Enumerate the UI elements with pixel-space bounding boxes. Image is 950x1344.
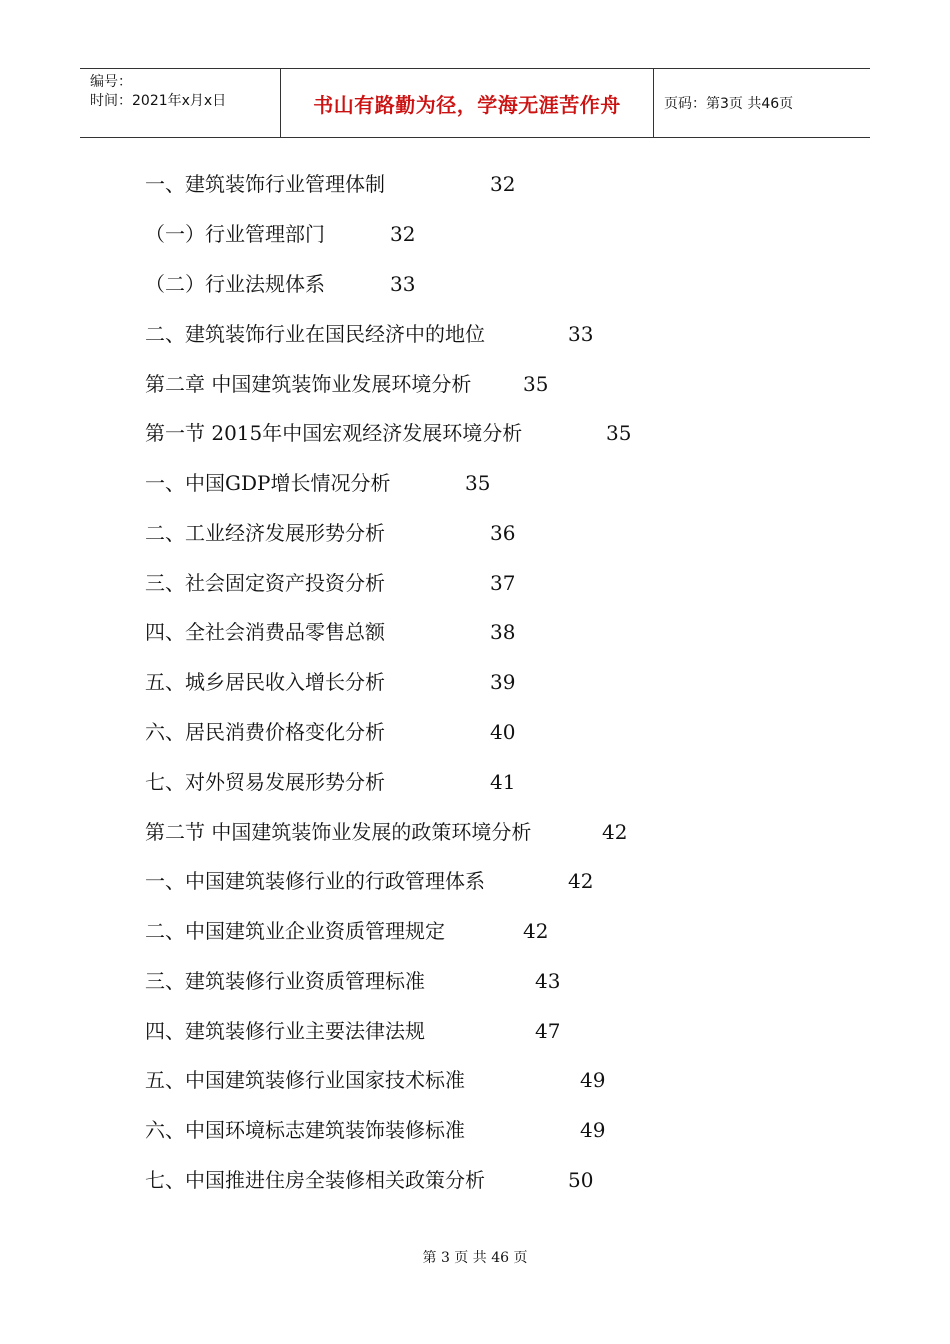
header-motto: 书山有路勤为径，学海无涯苦作舟 [313, 92, 621, 117]
toc-entry-page: 36 [490, 521, 516, 545]
toc-entry-label: 一、中国GDP增长情况分析 [145, 471, 391, 495]
toc-entry-label: 二、中国建筑业企业资质管理规定 [145, 919, 445, 943]
toc-entry-label: （一）行业管理部门 [145, 222, 325, 246]
toc-entry-page: 49 [580, 1118, 606, 1142]
toc-entry-page: 50 [568, 1168, 594, 1192]
toc-entry-label: 三、社会固定资产投资分析 [145, 571, 385, 595]
toc-entry-label: 七、中国推进住房全装修相关政策分析 [145, 1168, 485, 1192]
toc-entry-label: 五、中国建筑装修行业国家技术标准 [145, 1068, 465, 1092]
toc-entry-label: 四、全社会消费品零售总额 [145, 620, 385, 644]
toc-entry-label: （二）行业法规体系 [145, 272, 325, 296]
toc-entry-label: 二、工业经济发展形势分析 [145, 521, 385, 545]
toc-entry-page: 42 [568, 869, 594, 893]
page-header [80, 68, 870, 138]
toc-entry-page: 38 [490, 620, 516, 644]
toc-entry-label: 七、对外贸易发展形势分析 [145, 770, 385, 794]
toc-entry-page: 47 [535, 1019, 561, 1043]
toc-entry-page: 33 [390, 272, 416, 296]
toc-entry-label: 六、居民消费价格变化分析 [145, 720, 385, 744]
toc-entry-label: 一、中国建筑装修行业的行政管理体系 [145, 869, 485, 893]
toc-entry-page: 37 [490, 571, 516, 595]
toc-entry-label: 第二节 中国建筑装饰业发展的政策环境分析 [145, 820, 532, 844]
toc-entry-label: 六、中国环境标志建筑装饰装修标准 [145, 1118, 465, 1142]
document-number-label: 编号： [90, 74, 132, 90]
toc-entry-label: 第一节 2015年中国宏观经济发展环境分析 [145, 421, 523, 445]
toc-entry-page: 42 [523, 919, 549, 943]
toc-entry-page: 32 [490, 172, 516, 196]
toc-entry-page: 39 [490, 670, 516, 694]
toc-entry-page: 35 [523, 372, 549, 396]
toc-entry-label: 一、建筑装饰行业管理体制 [145, 172, 385, 196]
toc-entry-label: 二、建筑装饰行业在国民经济中的地位 [145, 322, 485, 346]
footer-page-number: 第 3 页 共 46 页 [422, 1250, 528, 1266]
toc-entry-label: 三、建筑装修行业资质管理标准 [145, 969, 425, 993]
header-page-cell [654, 69, 870, 137]
toc-entry-page: 35 [465, 471, 491, 495]
toc-entry-page: 40 [490, 720, 516, 744]
toc-entry-page: 33 [568, 322, 594, 346]
toc-entry-label: 五、城乡居民收入增长分析 [145, 670, 385, 694]
toc-entry-page: 41 [490, 770, 516, 794]
header-page-info: 页码：第3页 共46页 [664, 96, 794, 112]
toc-entry-page: 43 [535, 969, 561, 993]
page-footer [0, 1247, 950, 1267]
header-meta-cell [80, 69, 281, 137]
toc-entry-page: 42 [602, 820, 628, 844]
toc-entry-page: 35 [606, 421, 632, 445]
toc-entry-page: 49 [580, 1068, 606, 1092]
toc-entry-page: 32 [390, 222, 416, 246]
toc-entry-label: 四、建筑装修行业主要法律法规 [145, 1019, 425, 1043]
toc-entry-label: 第二章 中国建筑装饰业发展环境分析 [145, 372, 472, 396]
document-date-label: 时间：2021年x月x日 [90, 93, 227, 109]
header-motto-cell [281, 69, 654, 137]
